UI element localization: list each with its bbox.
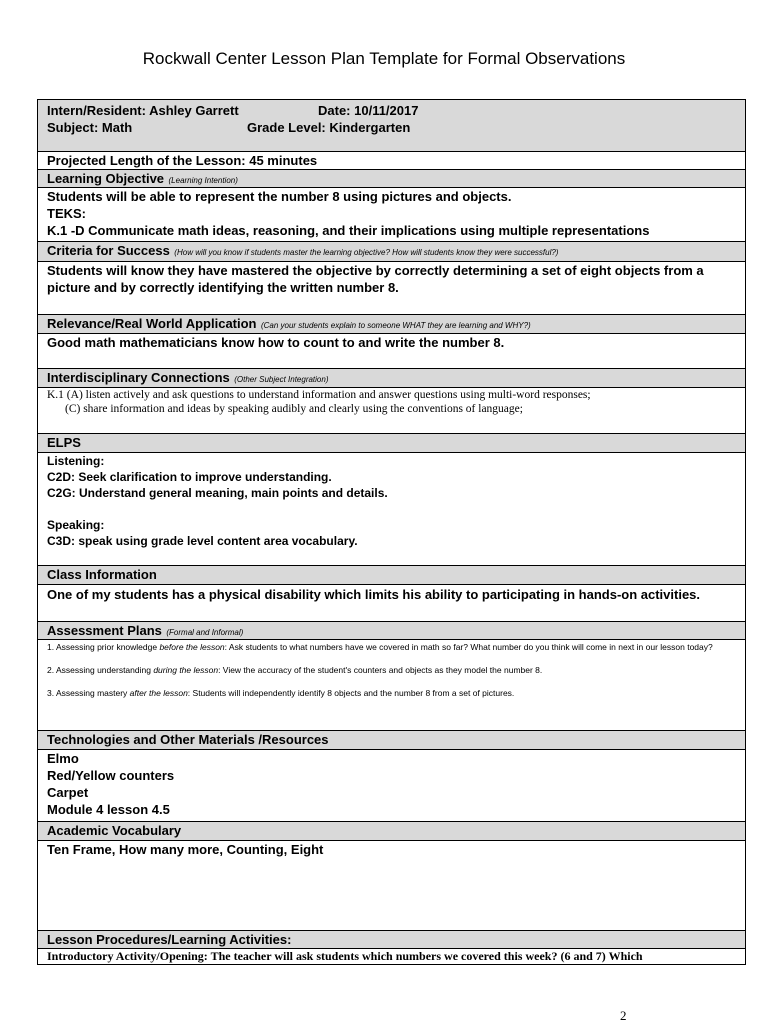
objective-text: Students will be able to represent the number 8 using pictures and objects. xyxy=(47,189,512,204)
vocabulary-body xyxy=(37,840,746,930)
grade-level: Grade Level: Kindergarten xyxy=(247,120,411,135)
technology-item: Red/Yellow counters xyxy=(47,768,175,783)
elps-c2g: C2G: Understand general meaning, main points and details. xyxy=(47,486,388,500)
criteria-header xyxy=(37,241,746,261)
criteria-heading: Criteria for Success xyxy=(47,243,170,258)
technologies-body xyxy=(37,749,746,821)
interdisciplinary-heading: Interdisciplinary Connections xyxy=(47,370,230,385)
technology-item: Elmo xyxy=(47,751,79,766)
relevance-heading: Relevance/Real World Application xyxy=(47,316,257,331)
assessment-item-1: 1. Assessing prior knowledge before the lesson: Ask students to what numbers have we covered in math so far? What number do you think will come in next in our lesson today? xyxy=(47,642,713,652)
assessment-item-3: 3. Assessing mastery after the lesson: Students will independently identify 8 objects and the number 8 from a set of pictures. xyxy=(47,688,515,698)
procedures-heading: Lesson Procedures/Learning Activities: xyxy=(47,932,292,947)
lesson-date: Date: 10/11/2017 xyxy=(318,103,419,118)
interdisciplinary-hint: (Other Subject Integration) xyxy=(234,375,329,384)
technology-item: Carpet xyxy=(47,785,89,800)
assessment-hint: (Formal and Informal) xyxy=(166,628,244,637)
teks-k1c: (C) share information and ideas by speaking audibly and clearly using the conventions of language; xyxy=(65,403,523,415)
elps-listening: Listening: xyxy=(47,454,105,468)
assessment-header xyxy=(37,621,746,639)
procedures-header xyxy=(37,930,746,948)
relevance-hint: (Can your students explain to someone WHAT they are learning and WHY?) xyxy=(260,321,531,330)
elps-header xyxy=(37,433,746,452)
document-title: Rockwall Center Lesson Plan Template for Formal Observations xyxy=(142,49,626,68)
assessment-body xyxy=(37,639,746,730)
procedures-body xyxy=(37,948,746,965)
elps-c3d: C3D: speak using grade level content area vocabulary. xyxy=(47,534,358,548)
elps-body xyxy=(37,452,746,565)
relevance-header xyxy=(37,314,746,333)
criteria-body xyxy=(37,261,746,314)
learning-objective-header xyxy=(37,169,746,187)
header-section xyxy=(37,99,746,151)
class-info-body xyxy=(37,584,746,621)
assessment-heading: Assessment Plans xyxy=(47,623,162,638)
technologies-heading: Technologies and Other Materials /Resources xyxy=(47,732,329,747)
elps-heading: ELPS xyxy=(47,435,81,450)
relevance-text: Good math mathematicians know how to count to and write the number 8. xyxy=(47,335,505,350)
learning-objective-heading: Learning Objective xyxy=(47,171,165,186)
vocabulary-text: Ten Frame, How many more, Counting, Eight xyxy=(47,842,324,857)
learning-objective-hint: (Learning Intention) xyxy=(168,176,238,185)
technologies-header xyxy=(37,730,746,749)
intern-resident: Intern/Resident: Ashley Garrett xyxy=(47,103,239,118)
teks-label: TEKS: xyxy=(47,206,86,221)
criteria-hint: (How will you know if students master the learning objective? How will students know they were successful?) xyxy=(174,248,559,257)
projected-length: Projected Length of the Lesson: 45 minutes xyxy=(47,153,318,168)
teks-standard: K.1 -D Communicate math ideas, reasoning, and their implications using multiple representations xyxy=(47,223,650,238)
vocabulary-heading: Academic Vocabulary xyxy=(47,823,182,838)
technology-item: Module 4 lesson 4.5 xyxy=(47,802,170,817)
class-info-heading: Class Information xyxy=(47,567,157,582)
class-info-header xyxy=(37,565,746,584)
relevance-body xyxy=(37,333,746,368)
interdisciplinary-body xyxy=(37,387,746,433)
elps-c2d: C2D: Seek clarification to improve understanding. xyxy=(47,470,332,484)
learning-objective-body xyxy=(37,187,746,241)
criteria-text: Students will know they have mastered the objective by correctly determining a set of eight objects from a picture and by correctly identifying the written number 8. xyxy=(47,263,704,295)
procedures-text: Introductory Activity/Opening: The teacher will ask students which numbers we covered this week? (6 and 7) Which xyxy=(47,949,643,963)
assessment-item-2: 2. Assessing understanding during the lesson: View the accuracy of the student's counters and objects as they model the number 8. xyxy=(47,665,543,675)
elps-speaking: Speaking: xyxy=(47,518,105,532)
teks-k1a: K.1 (A) listen actively and ask questions to understand information and answer questions using multi-word responses; xyxy=(47,389,591,401)
page-number: 2 xyxy=(620,1008,627,1023)
class-info-text: One of my students has a physical disability which limits his ability to participating in hands-on activities. xyxy=(47,587,701,602)
projected-length-row xyxy=(37,151,746,169)
vocabulary-header xyxy=(37,821,746,840)
interdisciplinary-header xyxy=(37,368,746,387)
subject: Subject: Math xyxy=(47,120,133,135)
